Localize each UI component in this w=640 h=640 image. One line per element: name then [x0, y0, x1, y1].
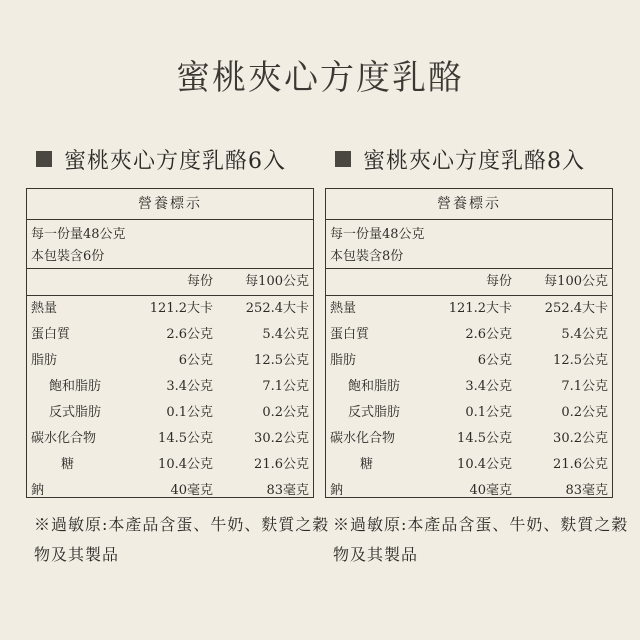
- value-per100: 0.2公克: [262, 405, 309, 420]
- table-row: [326, 400, 612, 426]
- nutrient-name: 鈉: [31, 483, 45, 498]
- product-heading: [335, 142, 617, 176]
- nutrition-panel: [26, 188, 314, 498]
- value-serving: 6公克: [477, 353, 512, 368]
- nutrient-name: 熱量: [330, 301, 357, 316]
- value-per100: 252.4大卡: [245, 301, 309, 316]
- nutrient-name: 碳水化合物: [330, 431, 396, 446]
- serving-size: 每一份量48公克: [330, 227, 425, 242]
- value-serving: 0.1公克: [465, 405, 512, 420]
- column-header-blank: [326, 269, 422, 295]
- value-serving: 121.2大卡: [448, 301, 512, 316]
- table-row: [27, 322, 313, 348]
- allergen-note: ※過敏原:本產品含蛋、牛奶、麩質之穀物及其製品: [333, 515, 629, 564]
- value-per100: 30.2公克: [553, 431, 608, 446]
- table-row: [326, 374, 612, 400]
- table-row: [27, 426, 313, 452]
- value-per100: 21.6公克: [553, 457, 608, 472]
- nutrient-name: 碳水化合物: [31, 431, 97, 446]
- square-bullet-icon: [36, 151, 52, 167]
- nutrient-name: 鈉: [330, 483, 344, 498]
- nutrition-panel-title: 營養標示: [326, 189, 612, 220]
- value-per100: 0.2公克: [561, 405, 608, 420]
- nutrient-name: 飽和脂肪: [49, 379, 102, 394]
- nutrient-name: 反式脂肪: [348, 405, 401, 420]
- table-row: [326, 426, 612, 452]
- value-serving: 2.6公克: [166, 327, 213, 342]
- value-per100: 252.4大卡: [544, 301, 608, 316]
- column-header-blank: [27, 269, 123, 295]
- column-header-per100: 每100公克: [245, 274, 309, 289]
- value-per100: 12.5公克: [553, 353, 608, 368]
- serving-info: [326, 220, 612, 269]
- value-serving: 40毫克: [469, 483, 512, 498]
- product-heading: [36, 142, 318, 176]
- servings-per-pack: 本包裝含8份: [330, 249, 404, 264]
- value-serving: 0.1公克: [166, 405, 213, 420]
- table-row: [27, 400, 313, 426]
- value-serving: 10.4公克: [457, 457, 512, 472]
- value-serving: 2.6公克: [465, 327, 512, 342]
- table-row: [326, 452, 612, 478]
- page-title: 蜜桃夾心方度乳酪: [176, 58, 464, 98]
- nutrient-name: 飽和脂肪: [348, 379, 401, 394]
- value-per100: 5.4公克: [262, 327, 309, 342]
- value-serving: 6公克: [178, 353, 213, 368]
- serving-info: [27, 220, 313, 269]
- table-row: [27, 374, 313, 400]
- table-row: [326, 478, 612, 504]
- nutrient-name: 糖: [360, 457, 374, 472]
- value-per100: 21.6公克: [254, 457, 309, 472]
- nutrition-panel-title: 營養標示: [27, 189, 313, 220]
- nutrient-name: 糖: [61, 457, 75, 472]
- nutrient-name: 蛋白質: [31, 327, 71, 342]
- product-column-6: [26, 142, 330, 564]
- table-row: [27, 478, 313, 504]
- column-header-serving: 每份: [485, 274, 512, 289]
- table-row: [27, 296, 313, 322]
- value-per100: 83毫克: [565, 483, 608, 498]
- value-per100: 30.2公克: [254, 431, 309, 446]
- allergen-note: ※過敏原:本產品含蛋、牛奶、麩質之穀物及其製品: [34, 515, 330, 564]
- value-serving: 121.2大卡: [149, 301, 213, 316]
- value-serving: 3.4公克: [465, 379, 512, 394]
- table-row: [326, 322, 612, 348]
- nutrient-name: 脂肪: [330, 353, 357, 368]
- table-row: [27, 452, 313, 478]
- nutrient-name: 熱量: [31, 301, 58, 316]
- column-header-row: [27, 269, 313, 296]
- value-per100: 5.4公克: [561, 327, 608, 342]
- value-serving: 14.5公克: [158, 431, 213, 446]
- nutrient-name: 蛋白質: [330, 327, 370, 342]
- product-heading-text: 蜜桃夾心方度乳酪6入: [64, 148, 286, 174]
- value-serving: 40毫克: [170, 483, 213, 498]
- column-header-serving: 每份: [186, 274, 213, 289]
- nutrient-name: 反式脂肪: [49, 405, 102, 420]
- table-row: [326, 348, 612, 374]
- nutrition-panel: [325, 188, 613, 498]
- square-bullet-icon: [335, 151, 351, 167]
- value-serving: 14.5公克: [457, 431, 512, 446]
- table-row: [326, 296, 612, 322]
- serving-size: 每一份量48公克: [31, 227, 126, 242]
- column-header-per100: 每100公克: [544, 274, 608, 289]
- table-row: [27, 348, 313, 374]
- value-per100: 12.5公克: [254, 353, 309, 368]
- column-header-row: [326, 269, 612, 296]
- nutrient-name: 脂肪: [31, 353, 58, 368]
- value-per100: 7.1公克: [262, 379, 309, 394]
- product-column-8: [325, 142, 629, 564]
- value-serving: 3.4公克: [166, 379, 213, 394]
- servings-per-pack: 本包裝含6份: [31, 249, 105, 264]
- value-serving: 10.4公克: [158, 457, 213, 472]
- value-per100: 83毫克: [266, 483, 309, 498]
- product-heading-text: 蜜桃夾心方度乳酪8入: [363, 148, 585, 174]
- value-per100: 7.1公克: [561, 379, 608, 394]
